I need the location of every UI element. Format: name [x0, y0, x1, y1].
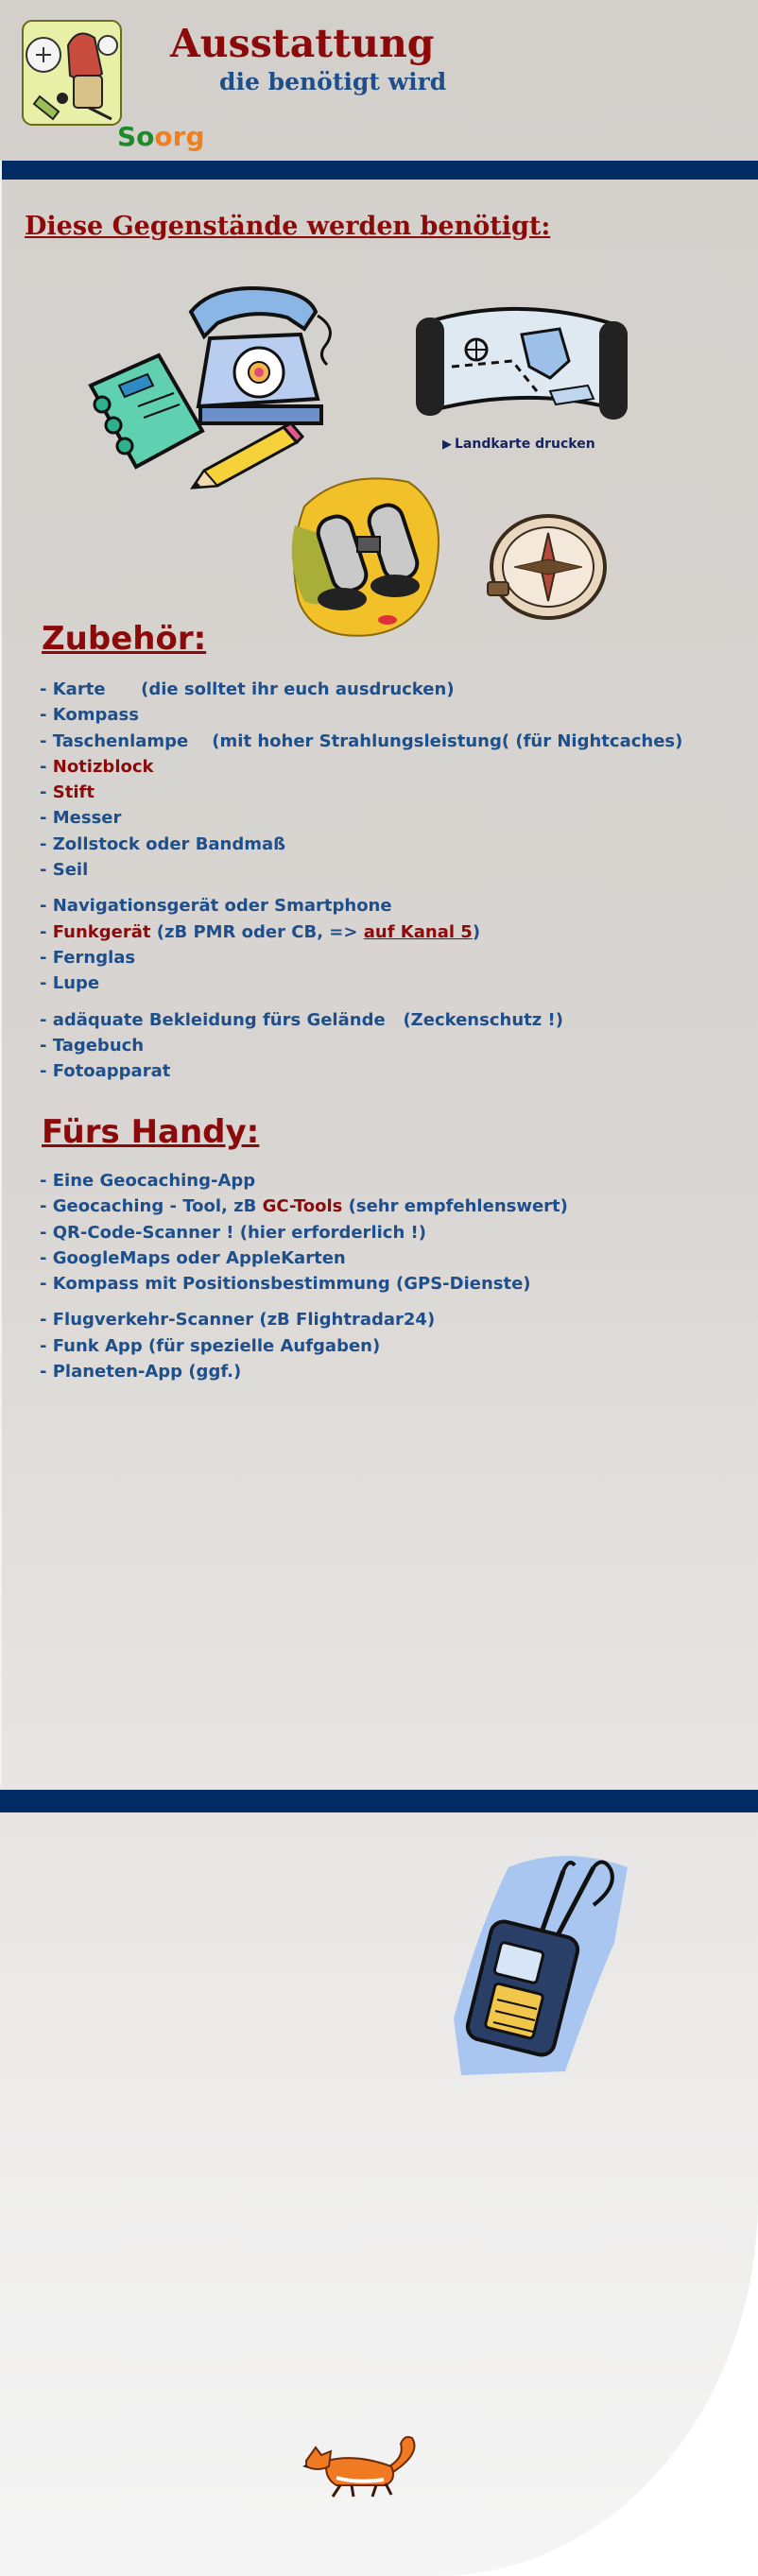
fox-icon: [299, 2434, 422, 2500]
list-item: - Tagebuch: [40, 1035, 145, 1056]
page-title: Ausstattung: [170, 21, 435, 66]
list-item-prefix: - Geocaching - Tool, zB: [40, 1196, 263, 1217]
handy-group-1: [40, 1168, 568, 1297]
list-item-highlight: Funkgerät: [52, 921, 151, 942]
bottom-divider-bar: [0, 1790, 758, 1812]
list-item: - Zollstock oder Bandmaß: [40, 833, 286, 854]
list-item: - Kompass: [40, 705, 139, 726]
list-item: - Taschenlampe (mit hoher Strahlungsleistung( (für Nightcaches): [40, 730, 683, 751]
left-edge-line: [0, 161, 2, 1786]
list-item: [40, 780, 682, 805]
top-divider-bar: [0, 161, 758, 180]
list-item-prefix: -: [40, 756, 53, 777]
list-item: - Eine Geocaching-App: [40, 1171, 256, 1191]
list-item: - Kompass mit Positionsbestimmung (GPS-Dienste): [40, 1274, 531, 1295]
gc-tools-link[interactable]: GC-Tools: [262, 1196, 343, 1217]
list-item: - Lupe: [40, 973, 100, 994]
handy-list: [40, 1168, 568, 1384]
treasure-map-icon: [408, 301, 633, 431]
print-map-label: Landkarte drucken: [455, 437, 595, 452]
list-item-prefix: -: [40, 921, 53, 942]
handy-group-2: [40, 1307, 568, 1384]
list-item: - GoogleMaps oder AppleKarten: [40, 1247, 346, 1268]
list-item-highlight: Stift: [52, 782, 95, 803]
list-item: [40, 1194, 568, 1219]
list-item: - Messer: [40, 808, 122, 829]
zubehoer-group-3: [40, 1007, 682, 1085]
logo-hiker-icon: [21, 17, 127, 129]
list-item: - QR-Code-Scanner ! (hier erforderlich !): [40, 1222, 426, 1243]
zubehoer-group-1: [40, 677, 682, 883]
zubehoer-heading: Zubehör:: [42, 620, 207, 658]
list-item: - Karte (die solltet ihr euch ausdrucken): [40, 679, 455, 699]
list-item: [40, 919, 682, 945]
channel-5-link[interactable]: auf Kanal 5: [363, 921, 473, 942]
list-item-middle: (zB PMR oder CB, =>: [150, 921, 364, 942]
list-item: - Navigationsgerät oder Smartphone: [40, 896, 392, 917]
walkie-talkie-icon: [452, 1848, 633, 2081]
list-item: - adäquate Bekleidung fürs Gelände (Zeckenschutz !): [40, 1009, 563, 1030]
list-item: [40, 754, 682, 780]
list-item: - Fotoapparat: [40, 1061, 171, 1082]
handy-heading: Fürs Handy:: [42, 1113, 260, 1151]
list-item-suffix: ): [472, 921, 481, 942]
play-arrow-icon: ▶: [442, 438, 452, 452]
list-item: - Fernglas: [40, 947, 136, 968]
list-item: - Funk App (für spezielle Aufgaben): [40, 1335, 381, 1356]
list-item: - Seil: [40, 860, 89, 881]
binoculars-icon: [285, 469, 442, 641]
brand-logo-text: [117, 121, 205, 152]
telephone-icon: [176, 280, 340, 431]
compass-icon: [482, 510, 611, 624]
brand-part-2: org: [154, 121, 205, 152]
zubehoer-list: [40, 677, 682, 1084]
list-item-suffix: (sehr empfehlenswert): [342, 1196, 568, 1217]
section-heading: Diese Gegenstände werden benötigt:: [25, 212, 551, 241]
list-item-highlight: Notizblock: [52, 756, 154, 777]
list-item: - Planeten-App (ggf.): [40, 1362, 242, 1382]
page-subtitle: die benötigt wird: [219, 68, 447, 95]
brand-part-1: So: [117, 121, 155, 152]
zubehoer-group-2: [40, 893, 682, 996]
list-item-prefix: -: [40, 782, 53, 803]
list-item: - Flugverkehr-Scanner (zB Flightradar24): [40, 1310, 436, 1331]
print-map-link[interactable]: [442, 437, 595, 452]
